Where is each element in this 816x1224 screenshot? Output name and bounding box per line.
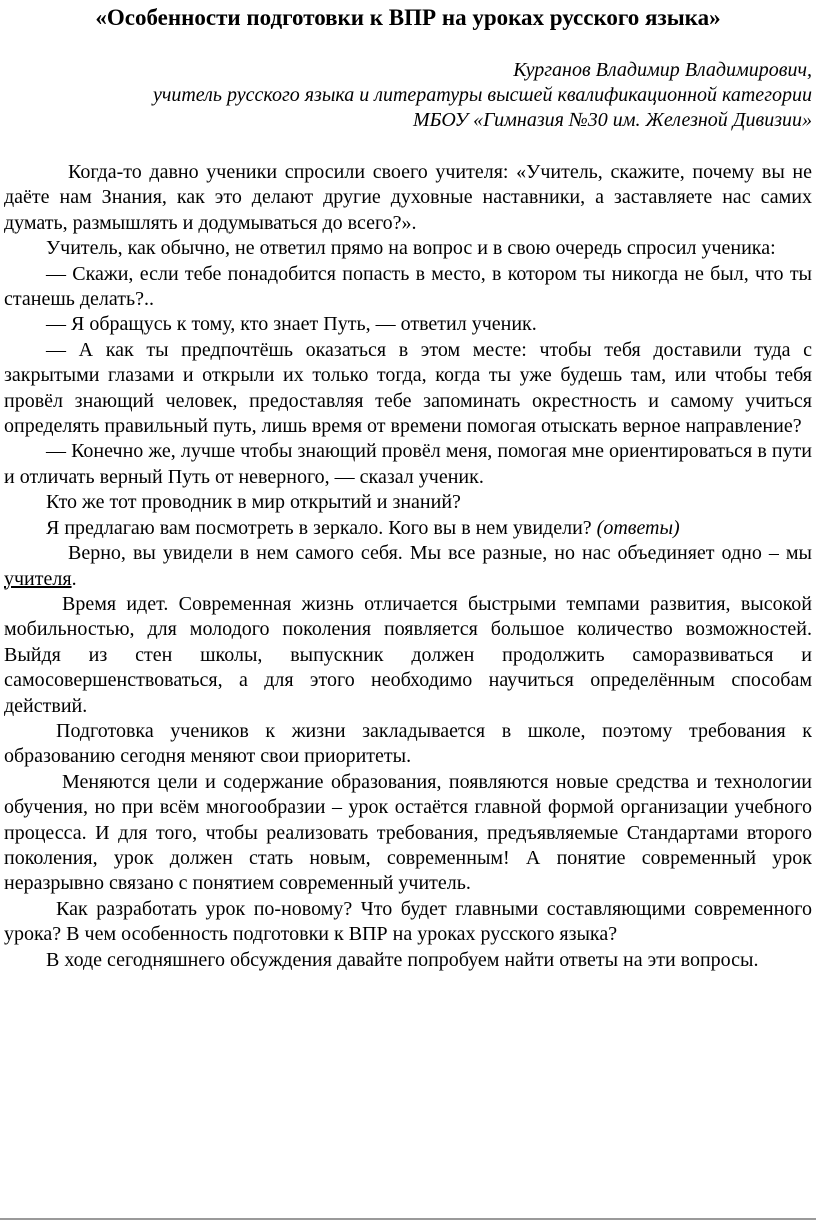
paragraph xyxy=(4,541,812,592)
paragraph: Как разработать урок по-новому? Что будет главными составляющими современного урока? В чем особенность подготовки к ВПР на уроках русского языка? xyxy=(4,897,812,946)
paragraph-text: Я предлагаю вам посмотреть в зеркало. Кого вы в нем увидели? xyxy=(46,516,597,539)
paragraph: — А как ты предпочтёшь оказаться в этом месте: чтобы тебя доставили туда с закрытыми глазами и открыли их только тогда, когда ты уже будешь там, или чтобы тебя провёл знающий человек, предоставляя тебе запоминать окрестность и самому учиться определять правильный путь, лишь время от времени помогая отыскать верное направление? xyxy=(4,338,812,438)
paragraph: Подготовка учеников к жизни закладывается в школе, поэтому требования к образованию сегодня меняют свои приоритеты. xyxy=(4,719,812,768)
paragraph: Когда-то давно ученики спросили своего учителя: «Учитель, скажите, почему вы не даёте нам Знания, как это делают другие духовные наставники, а заставляете нас самих думать, размышлять и додумываться до всего?». xyxy=(4,161,812,234)
answers-note: (ответы) xyxy=(596,516,680,539)
paragraph xyxy=(4,516,812,541)
page-bottom-border xyxy=(0,1218,816,1220)
author-position: учитель русского языка и литературы высшей квалификационной категории xyxy=(152,84,812,106)
paragraph: Время идет. Современная жизнь отличается быстрыми темпами развития, высокой мобильностью, для молодого поколения появляется большое количество возможностей. Выйдя из стен школы, выпускник должен продолжить саморазвиваться и самосовершенствоваться, а для этого необходимо научиться определённым способам действий. xyxy=(4,592,812,717)
author-school: МБОУ «Гимназия №30 им. Железной Дивизии» xyxy=(412,109,812,131)
paragraph: Меняются цели и содержание образования, появляются новые средства и технологии обучения, но при всём многообразии – урок остаётся главной формой организации учебного процесса. И для того, чтобы реализовать требования, предъявляемые Стандартами второго поколения, урок должен стать новым, современным! А понятие современный урок неразрывно связано с понятием современный учитель. xyxy=(4,770,812,895)
document-title: «Особенности подготовки к ВПР на уроках русского языка» xyxy=(95,5,721,30)
paragraph: — Скажи, если тебе понадобится попасть в место, в котором ты никогда не был, что ты станешь делать?.. xyxy=(4,262,812,311)
underlined-word: учителя xyxy=(4,567,72,590)
document-body xyxy=(4,160,812,973)
paragraph: В ходе сегодняшнего обсуждения давайте попробуем найти ответы на эти вопросы. xyxy=(46,948,759,971)
paragraph: — Конечно же, лучше чтобы знающий провёл меня, помогая мне ориентироваться в пути и отличать верный Путь от неверного, — сказал ученик. xyxy=(4,440,812,488)
paragraph-end: . xyxy=(71,567,77,590)
paragraph: Кто же тот проводник в мир открытий и знаний? xyxy=(46,491,461,514)
paragraph-text: Верно, вы увидели в нем самого себя. Мы все разные, но нас объединяет одно – мы xyxy=(68,542,812,565)
paragraph: — Я обращусь к тому, кто знает Путь, — ответил ученик. xyxy=(46,313,537,336)
author-block xyxy=(0,58,812,133)
author-name: Курганов Владимир Владимирович, xyxy=(513,59,812,81)
paragraph: Учитель, как обычно, не ответил прямо на вопрос и в свою очередь спросил ученика: xyxy=(46,237,776,260)
